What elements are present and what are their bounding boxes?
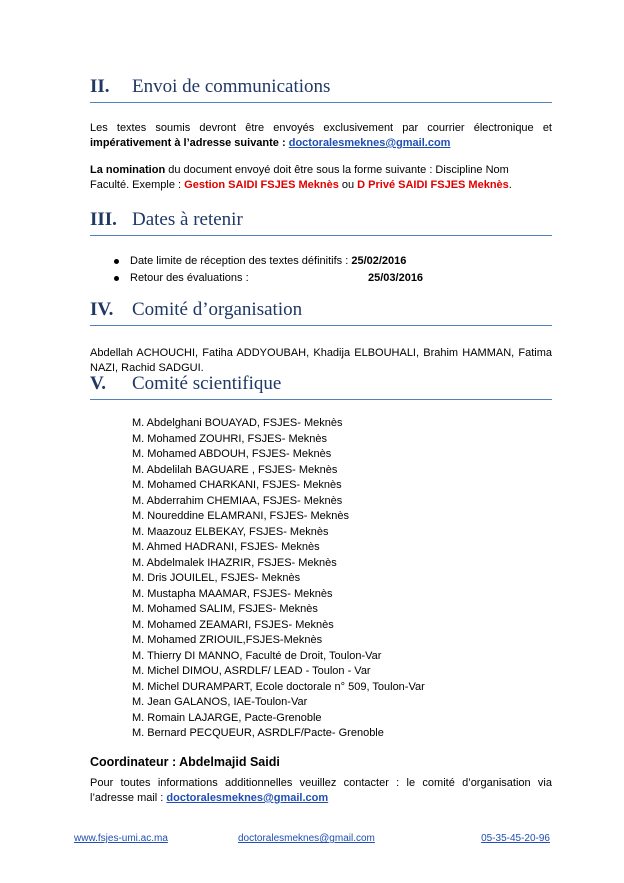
bullet-icon xyxy=(114,259,119,264)
date-value: 25/02/2016 xyxy=(351,255,407,267)
list-item: M. Abdelilah BAGUARE , FSJES- Meknès xyxy=(132,463,338,476)
submission-paragraph xyxy=(90,121,552,151)
list-item: M. Romain LAJARGE, Pacte-Grenoble xyxy=(132,711,322,724)
section-title: Comité scientifique xyxy=(132,373,282,394)
naming-paragraph xyxy=(90,163,552,193)
footer-website-link[interactable]: www.fsjes-umi.ac.ma xyxy=(74,833,168,844)
organisation-members xyxy=(90,346,552,376)
example-end: . xyxy=(508,179,512,191)
list-item: M. Abderrahim CHEMIAA, FSJES- Meknès xyxy=(132,494,343,507)
section-number: II. xyxy=(90,76,110,97)
section-number: III. xyxy=(90,209,117,230)
list-item: M. Abdelmalek IHAZRIR, FSJES- Meknès xyxy=(132,556,337,569)
scientific-committee-list xyxy=(132,416,425,742)
list-item: M. Dris JOUILEL, FSJES- Meknès xyxy=(132,572,301,584)
naming-bold-text: La nomination xyxy=(90,164,166,176)
example-1: Gestion SAIDI FSJES Meknès xyxy=(184,179,339,191)
footer-email-link[interactable]: doctoralesmeknes@gmail.com xyxy=(238,833,375,844)
list-item: M. Michel DURAMPART, Ecole doctorale n° 509, Toulon-Var xyxy=(132,680,425,693)
date-label: Date limite de réception des textes définitifs : xyxy=(130,255,352,267)
list-item: M. Mohamed ZOUHRI, FSJES- Meknès xyxy=(132,432,327,445)
submission-line-1: Les textes soumis devront être envoyés exclusivement par courrier électronique et xyxy=(90,122,552,134)
list-item: M. Mohamed ZRIOUIL,FSJES-Meknès xyxy=(132,634,323,646)
contact-email-link[interactable]: doctoralesmeknes@gmail.com xyxy=(166,792,329,804)
date-label: Retour des évaluations : xyxy=(130,272,249,284)
bullet-icon xyxy=(114,276,119,281)
submission-line-2 xyxy=(90,136,552,151)
naming-line-1 xyxy=(90,163,552,178)
list-item: M. Michel DIMOU, ASRDLF/ LEAD - Toulon - Var xyxy=(132,665,371,677)
page-footer xyxy=(74,833,550,847)
contact-line-1: Pour toutes informations additionnelles veuillez contacter : le comité d’organisation via xyxy=(90,777,552,789)
section-title: Envoi de communications xyxy=(132,76,331,97)
list-item: M. Mohamed CHARKANI, FSJES- Meknès xyxy=(132,479,342,491)
list-item xyxy=(112,270,423,287)
coordinator-title: Coordinateur : Abdelmajid Saidi xyxy=(90,755,280,769)
list-item: M. Noureddine ELAMRANI, FSJES- Meknès xyxy=(132,510,350,522)
example-2: D Privé SAIDI FSJES Meknès xyxy=(357,179,509,191)
contact-label: l’adresse mail : xyxy=(90,792,167,804)
organisation-line-1: Abdellah ACHOUCHI, Fatiha ADDYOUBAH, Khadija ELBOUHALI, Brahim HAMMAN, Fatima xyxy=(90,347,552,359)
footer-phone: 05-35-45-20-96 xyxy=(481,833,550,844)
organisation-line-2: NAZI, Rachid SADGUI. xyxy=(90,362,204,374)
example-or: ou xyxy=(338,179,358,191)
section-heading-scientifique xyxy=(90,373,552,400)
list-item: M. Mohamed ZEAMARI, FSJES- Meknès xyxy=(132,618,334,631)
section-title: Comité d’organisation xyxy=(132,299,303,320)
list-item: M. Thierry DI MANNO, Faculté de Droit, Toulon-Var xyxy=(132,649,382,662)
section-title: Dates à retenir xyxy=(132,209,243,230)
section-number: IV. xyxy=(90,299,114,320)
submission-bold-text: impérativement à l’adresse suivante : xyxy=(90,137,286,149)
submission-email-link[interactable]: doctoralesmeknes@gmail.com xyxy=(288,137,451,149)
list-item: M. Mustapha MAAMAR, FSJES- Meknès xyxy=(132,587,333,600)
list-item: M. Mohamed ABDOUH, FSJES- Meknès xyxy=(132,448,332,460)
section-number: V. xyxy=(90,373,107,394)
section-heading-envoi xyxy=(90,76,552,103)
contact-paragraph xyxy=(90,776,552,806)
list-item xyxy=(112,253,423,270)
list-item: M. Jean GALANOS, IAE-Toulon-Var xyxy=(132,696,308,708)
list-item: M. Maazouz ELBEKAY, FSJES- Meknès xyxy=(132,525,329,538)
list-item: M. Ahmed HADRANI, FSJES- Meknès xyxy=(132,541,320,553)
section-heading-dates xyxy=(90,209,552,236)
naming-line-2 xyxy=(90,178,552,193)
dates-list xyxy=(112,253,423,287)
section-heading-organisation xyxy=(90,299,552,326)
contact-line-2 xyxy=(90,791,552,806)
naming-example-label: Faculté. Exemple : xyxy=(90,179,185,191)
naming-text: du document envoyé doit être sous la forme suivante : Discipline Nom xyxy=(165,164,509,176)
list-item: M. Mohamed SALIM, FSJES- Meknès xyxy=(132,603,318,615)
list-item: M. Abdelghani BOUAYAD, FSJES- Meknès xyxy=(132,417,343,429)
date-value: 25/03/2016 xyxy=(368,272,424,284)
list-item: M. Bernard PECQUEUR, ASRDLF/Pacte- Grenoble xyxy=(132,727,384,739)
